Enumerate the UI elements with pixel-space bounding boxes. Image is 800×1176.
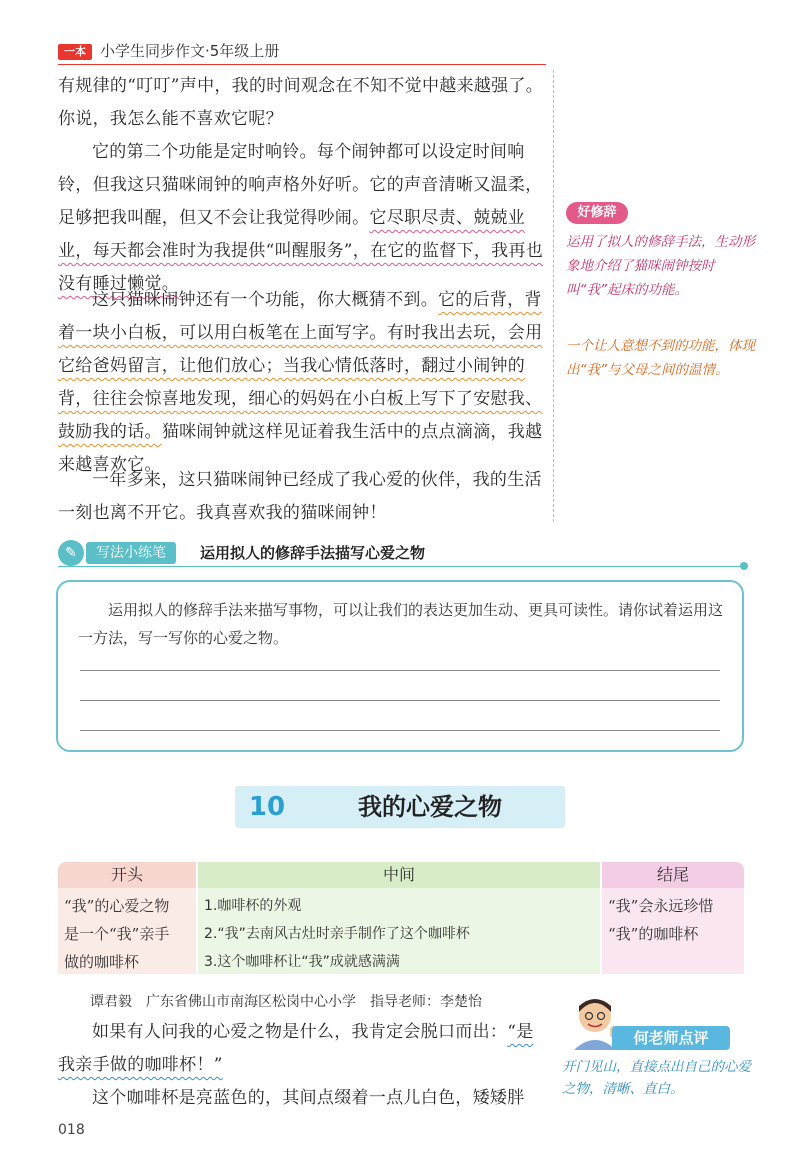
writing-line-2[interactable]	[80, 700, 720, 701]
outline-end-line: “我”会永远珍惜	[608, 897, 714, 915]
book-title: 小学生同步作文·5年级上册	[100, 42, 280, 60]
outline-middle-item: 1.咖啡杯的外观	[204, 898, 302, 914]
practice-title: 运用拟人的修辞手法描写心爱之物	[200, 544, 426, 562]
essay-paragraph-3-intro: 这只猫咪闹钟还有一个功能，你大概猜不到。	[92, 290, 438, 310]
essay-paragraph-3	[58, 284, 546, 482]
outline-body-start	[58, 888, 196, 974]
essay2-paragraph-1-text: 如果有人问我的心爱之物是什么，我肯定会脱口而出：	[92, 1022, 508, 1042]
teacher-comment-tag: 何老师点评	[612, 1026, 730, 1050]
highlight-surprise-function: 它的后背，背着一块小白板，可以用白板笔在上面写字。有时我出去玩，会用它给爸妈留言，让他们放心；当我心情低落时，翻过小闹钟的背，往往会惊喜地发现，细心的妈妈在小白板上写下了安慰我、鼓励我的话。	[58, 290, 543, 442]
practice-line-dot	[740, 562, 748, 570]
side-note-warmth: 一个让人意想不到的功能，体现出“我”与父母之间的温情。	[566, 338, 755, 378]
writing-line-3[interactable]	[80, 730, 720, 731]
essay-paragraph-4: 一年多来，这只猫咪闹钟已经成了我心爱的伙伴，我的生活一刻也离不开它。我真喜欢我的猫咪闹钟！	[58, 470, 542, 523]
author-line: 谭君毅 广东省佛山市南海区松岗中心小学 指导老师：李楚怡	[90, 994, 482, 1010]
chapter-number: 10	[248, 792, 286, 822]
chapter-title: 我的心爱之物	[358, 793, 502, 821]
essay2-paragraph-1	[58, 1016, 546, 1082]
essay-paragraph-2-text: 它的第二个功能是定时响铃。每个闹钟都可以设定时间响铃，但我这只猫咪闹钟的响声格外好听。它的声音清晰又温柔，足够把我叫醒，但又不会让我觉得吵闹。	[58, 142, 543, 228]
page-number: 018	[58, 1122, 85, 1138]
outline-body-middle	[198, 888, 600, 974]
practice-tag: 写法小练笔	[86, 542, 176, 564]
essay-paragraph-3-end: 猫咪闹钟就这样见证着我生活中的点点滴滴，我越来越喜欢它。	[58, 422, 543, 475]
outline-start-line: “我”的心爱之物	[64, 897, 170, 915]
outline-middle-item: 3.这个咖啡杯让“我”成就感满满	[204, 954, 400, 970]
outline-head-start: 开头	[58, 862, 196, 888]
essay-paragraph-2	[58, 136, 546, 301]
writing-line-1[interactable]	[80, 670, 720, 671]
outline-end-line: “我”的咖啡杯	[608, 925, 699, 943]
outline-start-line: 做的咖啡杯	[64, 953, 140, 971]
side-divider	[553, 70, 554, 522]
good-rhetoric-tag: 好修辞	[566, 202, 628, 224]
outline-start-line: 是一个“我”亲手	[64, 925, 170, 943]
highlight-direct-answer: “是我亲手做的咖啡杯！”	[58, 1022, 534, 1075]
practice-prompt: 运用拟人的修辞手法来描写事物，可以让我们的表达更加生动、更具可读性。请你试着运用这一方法，写一写你的心爱之物。	[78, 601, 724, 647]
essay2-paragraph-2: 这个咖啡杯是亮蓝色的，其间点缀着一点儿白色，矮矮胖	[92, 1088, 525, 1108]
outline-body-end	[602, 888, 744, 974]
brand-badge: 一本	[58, 44, 92, 60]
pencil-icon: ✎	[58, 540, 84, 566]
essay-paragraph-1: 有规律的“叮叮”声中，我的时间观念在不知不觉中越来越强了。你说，我怎么能不喜欢它呢？	[58, 76, 544, 129]
highlight-personification: 它尽职尽责、兢兢业业，每天都会准时为我提供“叫醒服务”，在它的监督下，我再也没有睡过懒觉。	[58, 208, 544, 294]
header-divider	[58, 64, 546, 65]
side-note-personification: 运用了拟人的修辞手法，生动形象地介绍了猫咪闹钟按时叫“我”起床的功能。	[566, 234, 755, 298]
outline-middle-item: 2.“我”去南风古灶时亲手制作了这个咖啡杯	[204, 926, 470, 942]
outline-head-end: 结尾	[602, 862, 744, 888]
outline-head-middle: 中间	[198, 862, 600, 888]
teacher-comment: 开门见山，直接点出自己的心爱之物，清晰、直白。	[562, 1059, 751, 1097]
practice-underline	[58, 566, 744, 567]
